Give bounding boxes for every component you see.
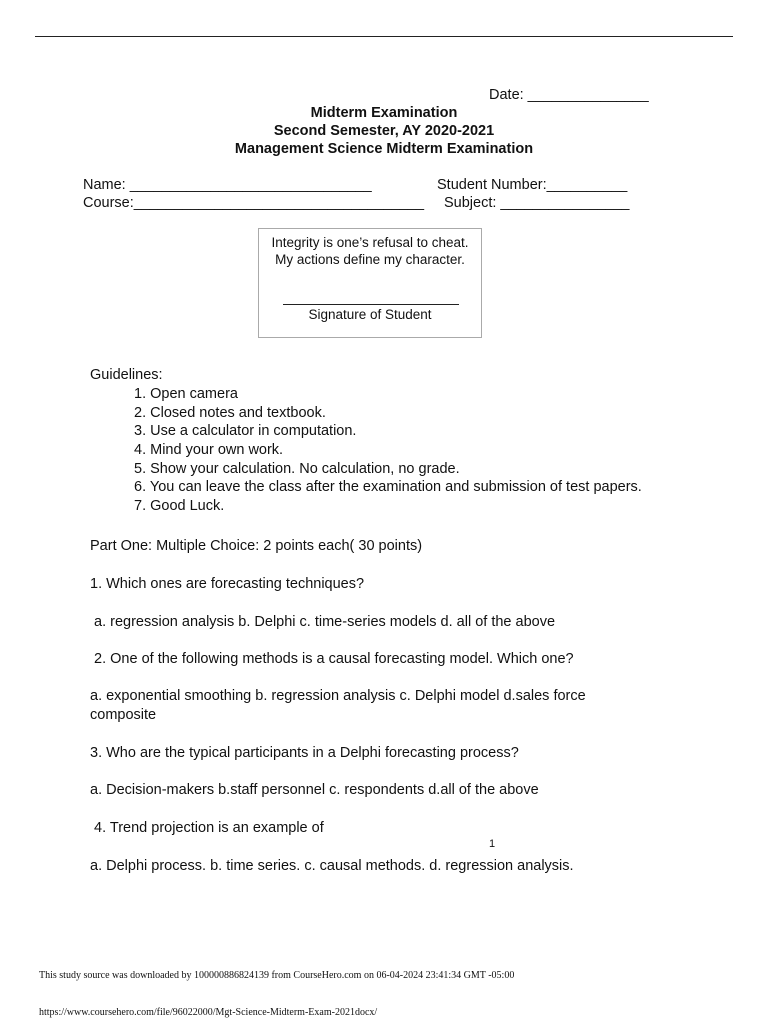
date-field: Date: _______________ — [489, 87, 649, 103]
question-2-choices: a. exponential smoothing b. regression analysis c. Delphi model d.sales force composite — [90, 688, 586, 723]
guideline-item: 6. You can leave the class after the examination and submission of test papers. — [134, 479, 642, 496]
name-field: Name: ______________________________ — [83, 177, 372, 193]
top-rule — [35, 36, 733, 37]
guideline-item: 1. Open camera — [134, 386, 238, 402]
question-1-choices: a. regression analysis b. Delphi c. time-series models d. all of the above — [90, 614, 556, 630]
question-2: 2. One of the following methods is a causal forecasting model. Which one? — [90, 651, 574, 667]
question-3-choices: a. Decision-makers b.staff personnel c. respondents d.all of the above — [90, 782, 539, 798]
download-notice: This study source was downloaded by 100000886824139 from CourseHero.com on 06-04-2024 23:41:34 GMT -05:00 — [39, 970, 515, 981]
student-number-field: Student Number:__________ — [437, 177, 628, 193]
course-field: Course:____________________________________ — [83, 195, 425, 211]
course-exam-title: Management Science Midterm Examination — [234, 141, 534, 157]
guideline-item: 5. Show your calculation. No calculation, no grade. — [134, 460, 460, 477]
guidelines-title: Guidelines: — [90, 367, 163, 383]
question-4-choices: a. Delphi process. b. time series. c. causal methods. d. regression analysis. — [90, 858, 574, 874]
guideline-item: 4. Mind your own work. — [134, 442, 284, 459]
signature-label: Signature of Student — [308, 307, 432, 322]
guidelines — [90, 367, 642, 517]
page-number: 1 — [489, 838, 496, 850]
exam-title: Midterm Examination — [310, 105, 458, 121]
guideline-item: 2. Closed notes and textbook. — [134, 404, 326, 421]
guideline-item: 7. Good Luck. — [134, 498, 225, 515]
signature-line — [283, 304, 459, 305]
integrity-box — [258, 228, 482, 338]
semester-title: Second Semester, AY 2020-2021 — [273, 123, 495, 139]
integrity-line-1: Integrity is one’s refusal to cheat. — [271, 235, 469, 250]
source-url[interactable]: https://www.coursehero.com/file/96022000/Mgt-Science-Midterm-Exam-2021docx/ — [39, 1007, 378, 1018]
guidelines-list — [90, 386, 642, 517]
subject-field: Subject: ________________ — [444, 195, 630, 211]
question-1: 1. Which ones are forecasting techniques? — [90, 576, 365, 592]
integrity-line-2: My actions define my character. — [275, 252, 465, 267]
question-4: 4. Trend projection is an example of — [90, 820, 324, 836]
question-3: 3. Who are the typical participants in a Delphi forecasting process? — [90, 745, 519, 761]
guideline-item: 3. Use a calculator in computation. — [134, 423, 357, 440]
part-one-heading: Part One: Multiple Choice: 2 points each( 30 points) — [90, 538, 423, 554]
